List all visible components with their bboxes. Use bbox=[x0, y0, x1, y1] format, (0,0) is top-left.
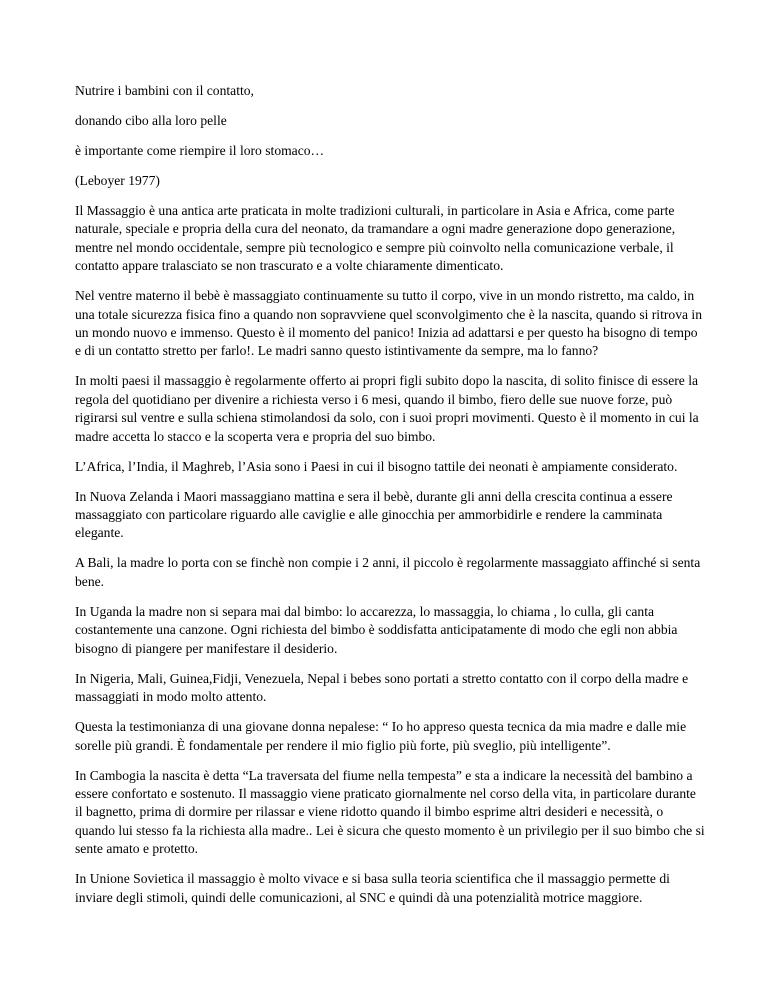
paragraph-nigeria: In Nigeria, Mali, Guinea,Fidji, Venezuela, Nepal i bebes sono portati a stretto contatto con il corpo della madre e massaggiati in modo molto attento. bbox=[75, 670, 689, 705]
paragraph-cambogia: In Cambogia la nascita è detta “La traversata del fiume nella tempesta” e sta a indicare la necessità del bambino a essere confortato e sostenuto. Il massaggio viene praticato giornalmente nel corso della vita, in particolare durante il bagnetto, prima di dormire per rilassar e viene ridotto quando il bimbo esprime altri desideri e necessità, o quando lui stesso fa la richiesta alla madre.. Lei è sicura che questo momento è un privilegio per il suo bimbo che si sente amato e protetto. bbox=[75, 767, 705, 857]
epigraph-line-1: Nutrire i bambini con il contatto, bbox=[75, 83, 254, 98]
paragraph-nuova-zelanda: In Nuova Zelanda i Maori massaggiano mattina e sera il bebè, durante gli anni della crescita continua a essere massaggiato con particolare riguardo alle caviglie e alle ginocchia per ammorbidirle e rendere la camminata elegante. bbox=[75, 488, 673, 541]
paragraph-uganda: In Uganda la madre non si separa mai dal bimbo: lo accarezza, lo massaggia, lo chiama , lo culla, gli canta costantemente una canzone. Ogni richiesta del bimbo è soddisfatta anticipatamente di modo che egli non abbia bisogno di piangere per manifestare il desiderio. bbox=[75, 603, 678, 656]
paragraph-massaggio-intro: Il Massaggio è una antica arte praticata in molte tradizioni culturali, in particolare in Asia e Africa, come parte naturale, speciale e propria della cura del neonato, da tramandare a ogni madre generazione dopo generazione, mentre nel mondo occidentale, sempre più tecnologico e sempre più coinvolto nella comunicazione verbale, il contatto appare tralasciato se non trascurato e a volte chiaramente dimenticato. bbox=[75, 203, 676, 274]
epigraph-citation: (Leboyer 1977) bbox=[75, 173, 160, 188]
epigraph-line-2: donando cibo alla loro pelle bbox=[75, 113, 227, 128]
document-page bbox=[75, 82, 705, 919]
paragraph-africa-india: L’Africa, l’India, il Maghreb, l’Asia sono i Paesi in cui il bisogno tattile dei neonati è ampiamente considerato. bbox=[75, 458, 678, 474]
epigraph-line-3: è importante come riempire il loro stomaco… bbox=[75, 143, 325, 158]
paragraph-testimonianza-nepalese: Questa la testimonianza di una giovane donna nepalese: “ Io ho appreso questa tecnica da mia madre e dalle mie sorelle più grandi. È fondamentale per rendere il mio figlio più forte, più sveglio, più intelligente”. bbox=[75, 719, 687, 753]
paragraph-bali: A Bali, la madre lo porta con se finchè non compie i 2 anni, il piccolo è regolarmente massaggiato affinché si senta bene. bbox=[75, 555, 701, 589]
paragraph-molti-paesi: In molti paesi il massaggio è regolarmente offerto ai propri figli subito dopo la nascita, di solito finisce di essere la regola del quotidiano per divenire a richiesta verso i 6 mesi, quando il bimbo, fiero delle sue nuove forze, può rigirarsi sul ventre e sulla schiena stimolandosi da solo, con i suoi propri movimenti. Questo è il momento in cui la madre accetta lo stacco e la scoperta vera e propria del suo bimbo. bbox=[75, 373, 699, 444]
paragraph-unione-sovietica: In Unione Sovietica il massaggio è molto vivace e si basa sulla teoria scientifica che il massaggio permette di inviare degli stimoli, quindi delle comunicazioni, al SNC e quindi dà una potenzialità motrice maggiore. bbox=[75, 871, 670, 905]
paragraph-ventre-materno: Nel ventre materno il bebè è massaggiato continuamente su tutto il corpo, vive in un mondo ristretto, ma caldo, in una totale sicurezza fisica fino a quando non sopravviene quel sconvolgimento che è la nascita, quando si ritrova in un mondo nuovo e immenso. Questo è il momento del panico! Inizia ad adattarsi e per questo ha bisogno di tempo e di un contatto stretto per farlo!. Le madri sanno questo istintivamente da sempre, ma lo fanno? bbox=[75, 288, 702, 359]
